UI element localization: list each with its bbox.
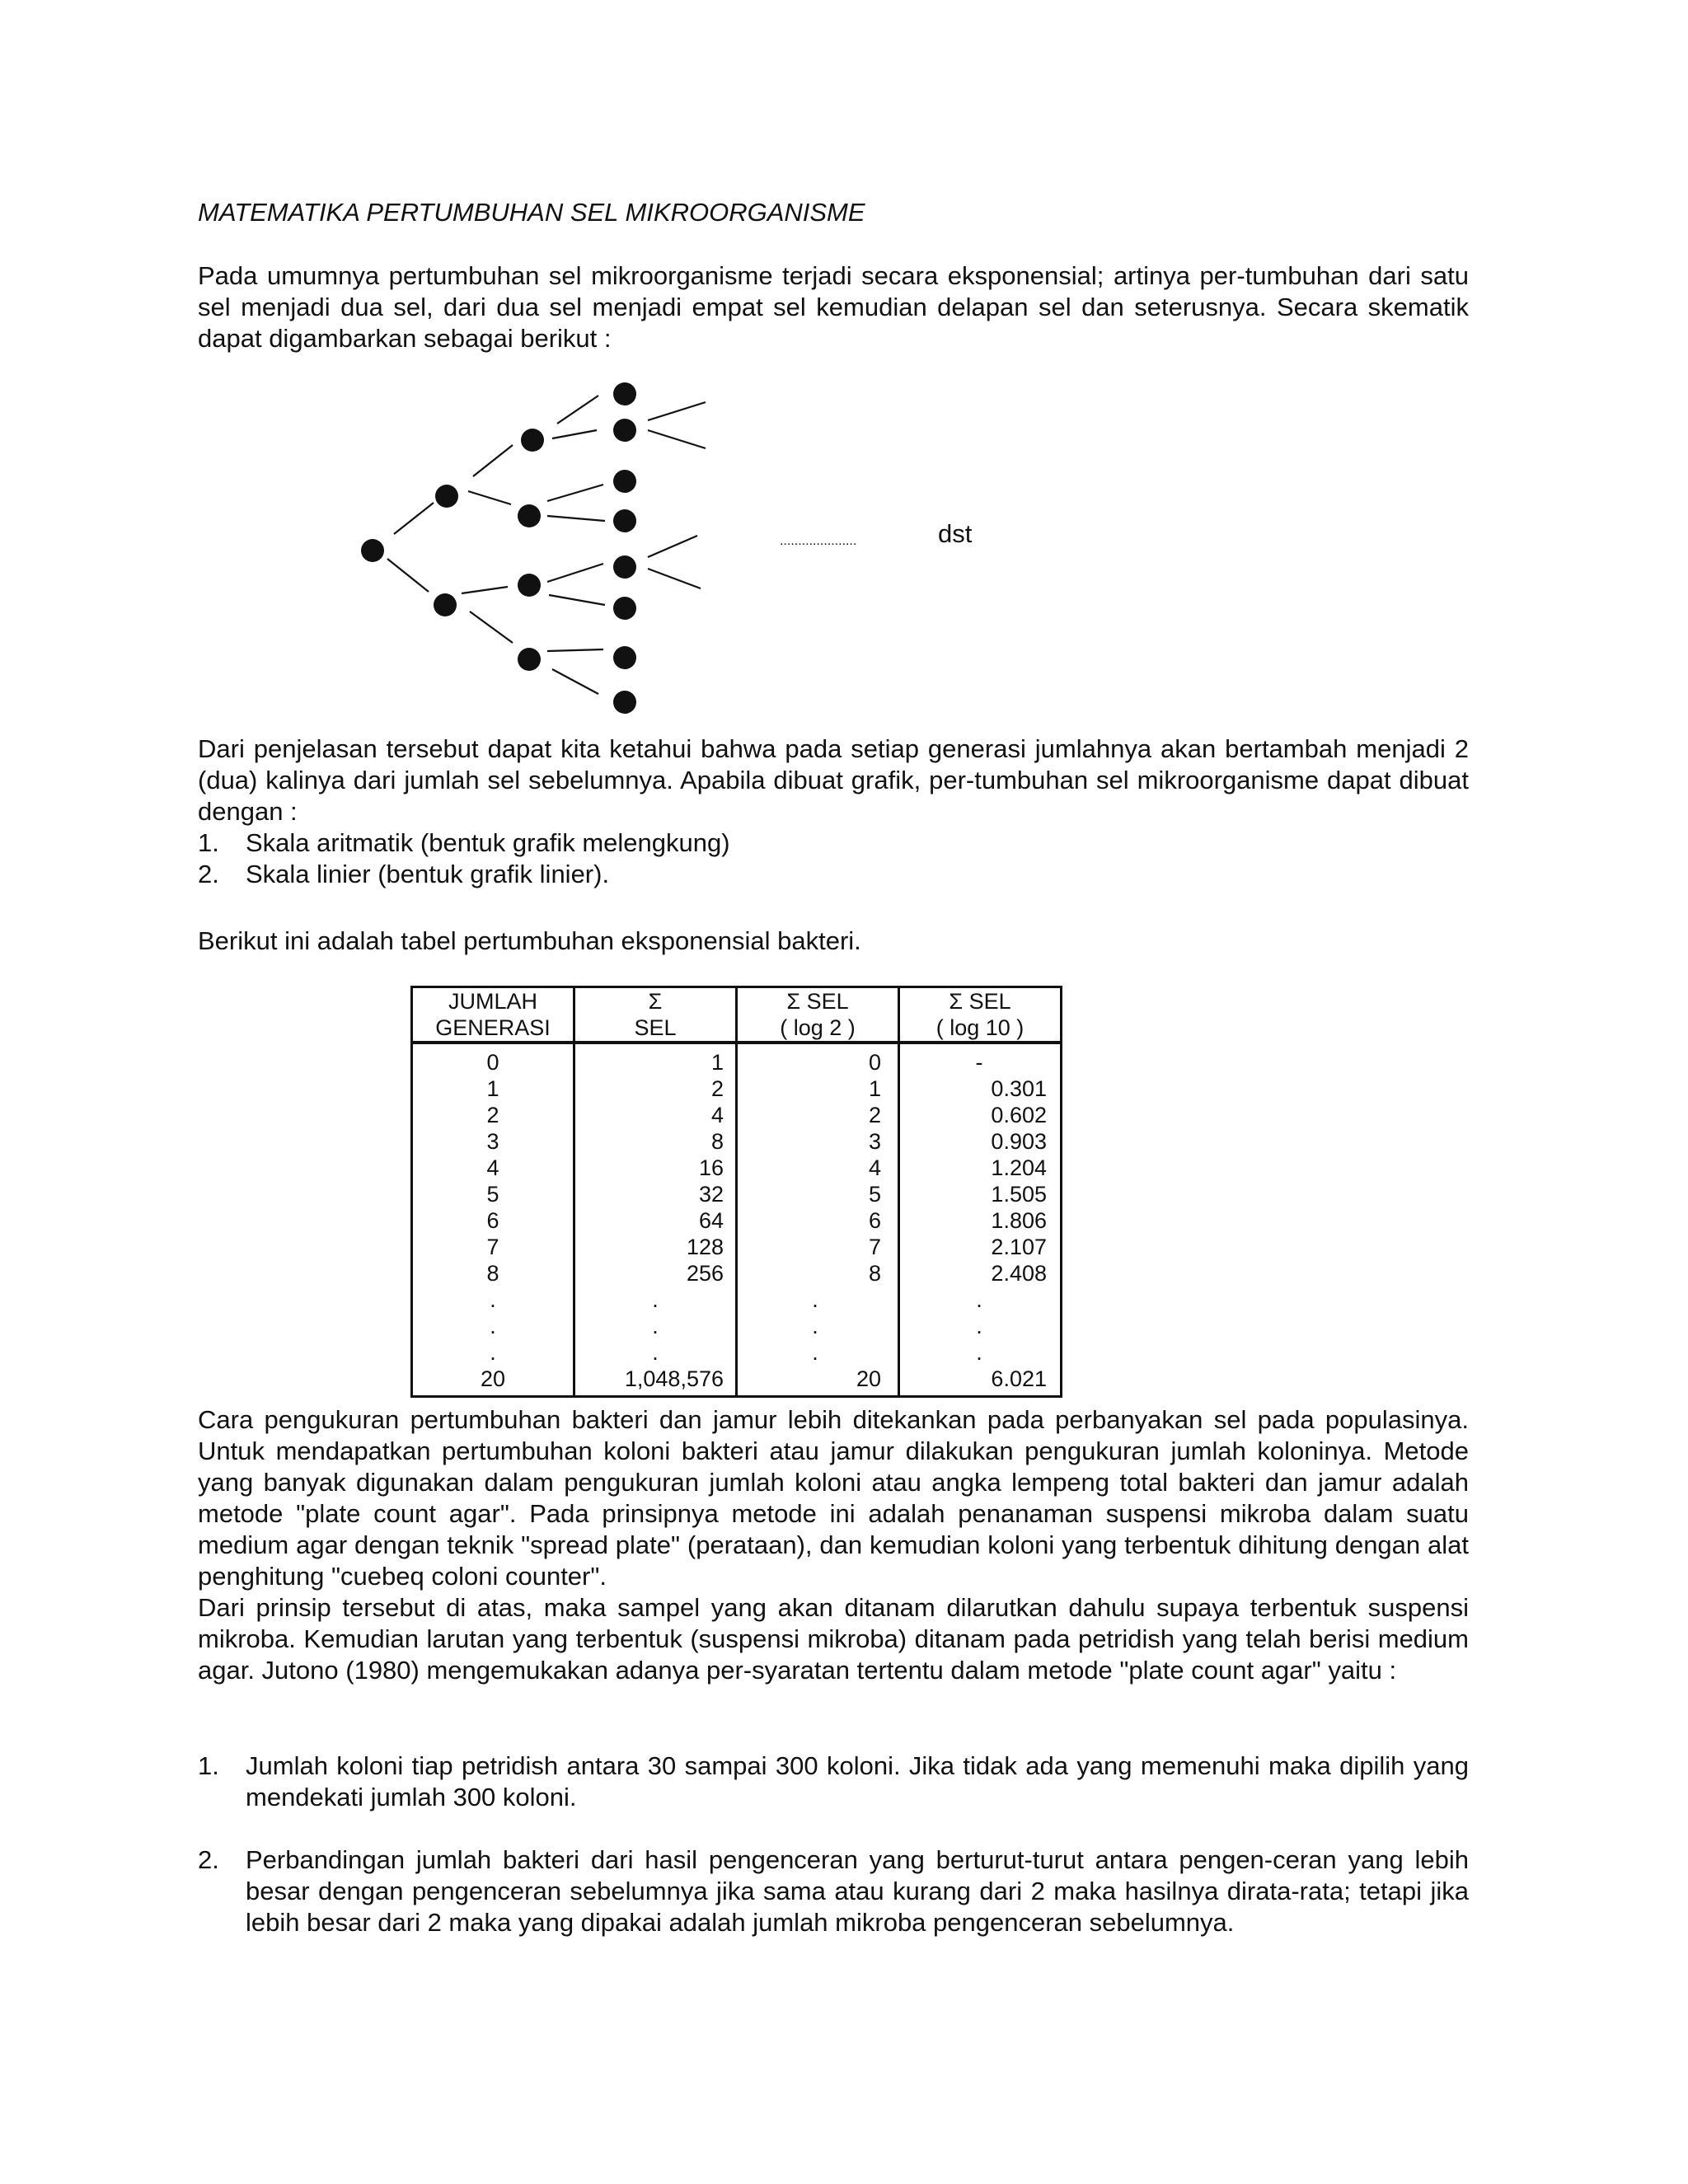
cell-log10: . bbox=[899, 1339, 1062, 1366]
requirement-item-2 bbox=[198, 1844, 1469, 1938]
cell-log2: 3 bbox=[737, 1128, 899, 1155]
cell-log2: 8 bbox=[737, 1260, 899, 1286]
table-row bbox=[412, 1155, 1062, 1181]
table-row bbox=[412, 1102, 1062, 1128]
cell-division-diagram bbox=[330, 363, 989, 733]
cell-log10: - bbox=[899, 1043, 1062, 1076]
cell-log2: . bbox=[737, 1313, 899, 1339]
table-row bbox=[412, 1181, 1062, 1207]
cell-count: 256 bbox=[574, 1260, 737, 1286]
table-intro: Berikut ini adalah tabel pertumbuhan eksponensial bakteri. bbox=[198, 926, 861, 955]
cell-log10: 0.301 bbox=[899, 1076, 1062, 1102]
cell-count: 1 bbox=[574, 1043, 737, 1076]
requirement-item-1 bbox=[198, 1750, 1469, 1813]
page-title: MATEMATIKA PERTUMBUHAN SEL MIKROORGANISME bbox=[198, 198, 865, 227]
list-item-text: Skala linier (bentuk grafik linier). bbox=[246, 860, 610, 888]
cell-count: . bbox=[574, 1286, 737, 1313]
cell-generation: 1 bbox=[412, 1076, 574, 1102]
table-row bbox=[412, 1339, 1062, 1366]
list-item-number: 2. bbox=[198, 860, 219, 888]
cell-log2: 5 bbox=[737, 1181, 899, 1207]
measurement-paragraph: Cara pengukuran pertumbuhan bakteri dan jamur lebih ditekankan pada perbanyakan sel pada populasinya. Untuk mendapatkan pertumbuhan koloni bakteri atau jamur dilakukan pengukuran jumlah koloninya. Metode yang banyak digunakan dalam pengukuran jumlah koloni atau angka lempeng total bakteri dan jamur adalah metode "plate count agar". Pada prinsipnya metode ini adalah penanaman suspensi mikroba dalam suatu medium agar dengan teknik "spread plate" (perataan), dan kemudian koloni yang terbentuk dihitung dengan alat penghitung "cuebeq coloni counter". bbox=[198, 1405, 1469, 1591]
cell-generation: . bbox=[412, 1286, 574, 1313]
cell-log10: 6.021 bbox=[899, 1366, 1062, 1397]
cell-dots bbox=[361, 382, 636, 714]
table-row bbox=[412, 1234, 1062, 1260]
growth-table bbox=[410, 986, 1062, 1398]
cell-log2: 4 bbox=[737, 1155, 899, 1181]
cell-log10: 1.505 bbox=[899, 1181, 1062, 1207]
cell-generation: 6 bbox=[412, 1207, 574, 1234]
cell-generation: . bbox=[412, 1339, 574, 1366]
cell-log2: 1 bbox=[737, 1076, 899, 1102]
list-item-text: Skala aritmatik (bentuk grafik melengkung) bbox=[246, 828, 730, 857]
cell-count: 32 bbox=[574, 1181, 737, 1207]
cell-generation: 2 bbox=[412, 1102, 574, 1128]
cell-log2: . bbox=[737, 1286, 899, 1313]
cell-log10: 2.107 bbox=[899, 1234, 1062, 1260]
cell-count: . bbox=[574, 1339, 737, 1366]
cell-generation: 8 bbox=[412, 1260, 574, 1286]
header-generation: JUMLAH GENERASI bbox=[412, 987, 574, 1043]
scale-list bbox=[198, 827, 1469, 890]
header-log2: Σ SEL ( log 2 ) bbox=[737, 987, 899, 1043]
cell-generation: . bbox=[412, 1313, 574, 1339]
cell-log10: 1.204 bbox=[899, 1155, 1062, 1181]
cell-log2: 0 bbox=[737, 1043, 899, 1076]
header-cell-count: Σ SEL bbox=[574, 987, 737, 1043]
requirement-text: Jumlah koloni tiap petridish antara 30 sampai 300 koloni. Jika tidak ada yang memenuhi maka dipilih yang mendekati jumlah 300 koloni. bbox=[246, 1751, 1469, 1811]
cell-log10: 0.903 bbox=[899, 1128, 1062, 1155]
cell-log10: . bbox=[899, 1313, 1062, 1339]
cell-count: 16 bbox=[574, 1155, 737, 1181]
cell-count: . bbox=[574, 1313, 737, 1339]
cell-count: 128 bbox=[574, 1234, 737, 1260]
intro-paragraph: Pada umumnya pertumbuhan sel mikroorganisme terjadi secara eksponensial; artinya per-tumbuhan dari satu sel menjadi dua sel, dari dua sel menjadi empat sel kemudian delapan sel dan seterusnya. Secara skematik dapat digambarkan sebagai berikut : bbox=[198, 261, 1469, 353]
cell-log10: 2.408 bbox=[899, 1260, 1062, 1286]
requirement-number: 1. bbox=[198, 1751, 219, 1780]
table-row bbox=[412, 1260, 1062, 1286]
cell-count: 8 bbox=[574, 1128, 737, 1155]
requirement-number: 2. bbox=[198, 1845, 219, 1874]
explanation-paragraph: Dari penjelasan tersebut dapat kita ketahui bahwa pada setiap generasi jumlahnya akan bertambah menjadi 2 (dua) kalinya dari jumlah sel sebelumnya. Apabila dibuat grafik, per-tumbuhan sel mikroorganisme dapat dibuat dengan : bbox=[198, 734, 1469, 826]
cell-log2: 20 bbox=[737, 1366, 899, 1397]
diagram-continuation-label: dst bbox=[938, 519, 973, 548]
table-row bbox=[412, 1207, 1062, 1234]
table-row bbox=[412, 1366, 1062, 1397]
diagram-ellipsis: ..................... bbox=[780, 534, 857, 548]
cell-count: 64 bbox=[574, 1207, 737, 1234]
cell-generation: 20 bbox=[412, 1366, 574, 1397]
cell-generation: 0 bbox=[412, 1043, 574, 1076]
cell-count: 2 bbox=[574, 1076, 737, 1102]
cell-generation: 3 bbox=[412, 1128, 574, 1155]
cell-count: 1,048,576 bbox=[574, 1366, 737, 1397]
table-row bbox=[412, 1313, 1062, 1339]
cell-log2: 7 bbox=[737, 1234, 899, 1260]
list-item bbox=[198, 859, 1469, 890]
header-log10: Σ SEL ( log 10 ) bbox=[899, 987, 1062, 1043]
cell-log10: 0.602 bbox=[899, 1102, 1062, 1128]
cell-generation: 7 bbox=[412, 1234, 574, 1260]
diagram-connectors bbox=[387, 396, 706, 694]
cell-count: 4 bbox=[574, 1102, 737, 1128]
principle-paragraph: Dari prinsip tersebut di atas, maka sampel yang akan ditanam dilarutkan dahulu supaya terbentuk suspensi mikroba. Kemudian larutan yang terbentuk (suspensi mikroba) ditanam pada petridish yang telah berisi medium agar. Jutono (1980) mengemukakan adanya per-syaratan tertentu dalam metode "plate count agar" yaitu : bbox=[198, 1593, 1469, 1685]
table-row bbox=[412, 1076, 1062, 1102]
list-item bbox=[198, 827, 1469, 859]
table-row bbox=[412, 1286, 1062, 1313]
table-row bbox=[412, 1043, 1062, 1076]
growth-table-container bbox=[410, 986, 1062, 1398]
table-body bbox=[412, 1043, 1062, 1397]
cell-log2: 6 bbox=[737, 1207, 899, 1234]
requirement-text: Perbandingan jumlah bakteri dari hasil pengenceran yang berturut-turut antara pengen-ceran yang lebih besar dengan pengenceran sebelumnya jika sama atau kurang dari 2 maka hasilnya dirata-rata; tetapi jika lebih besar dari 2 maka yang dipakai adalah jumlah mikroba pengenceran sebelumnya. bbox=[246, 1845, 1469, 1937]
cell-log10: 1.806 bbox=[899, 1207, 1062, 1234]
cell-log10: . bbox=[899, 1286, 1062, 1313]
cell-generation: 5 bbox=[412, 1181, 574, 1207]
cell-log2: 2 bbox=[737, 1102, 899, 1128]
list-item-number: 1. bbox=[198, 828, 219, 857]
cell-log2: . bbox=[737, 1339, 899, 1366]
table-row bbox=[412, 1128, 1062, 1155]
cell-generation: 4 bbox=[412, 1155, 574, 1181]
